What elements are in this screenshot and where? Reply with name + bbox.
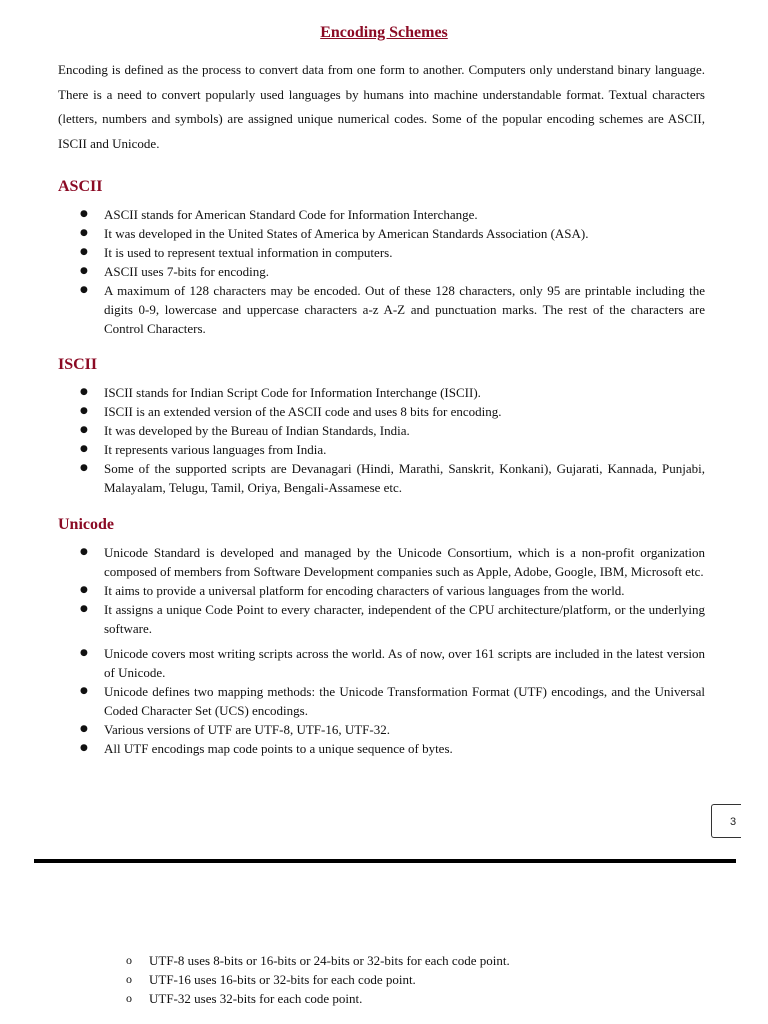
utf-sublist [58, 951, 705, 1008]
list-item: ● It was developed in the United States of America by American Standards Association (ASA). [58, 224, 705, 243]
list-item: ● ISCII is an extended version of the ASCII code and uses 8 bits for encoding. [58, 402, 705, 421]
list-item: ● All UTF encodings map code points to a unique sequence of bytes. [58, 739, 705, 758]
list-item: ● ISCII stands for Indian Script Code for Information Interchange (ISCII). [58, 383, 705, 402]
list-item: ● Various versions of UTF are UTF-8, UTF-16, UTF-32. [58, 720, 705, 739]
list-item: ● Unicode Standard is developed and managed by the Unicode Consortium, which is a non-profit organization composed of members from Software Development companies such as Apple, Adobe, Google, IBM, Microsoft etc. [58, 543, 705, 581]
list-item: ● It is used to represent textual information in computers. [58, 243, 705, 262]
list-item: ● Unicode defines two mapping methods: the Unicode Transformation Format (UTF) encodings, and the Universal Coded Character Set (UCS) encodings. [58, 682, 705, 720]
section-heading-iscii: ISCII [58, 356, 98, 373]
section-heading-ascii: ASCII [58, 178, 103, 195]
intro-paragraph: Encoding is defined as the process to convert data from one form to another. Computers only understand binary language. There is a need to convert popularly used languages by humans into machine understandable format. Textual characters (letters, numbers and symbols) are assigned unique numerical codes. Some of the popular encoding schemes are ASCII, ISCII and Unicode. [58, 62, 705, 152]
list-item: o UTF-8 uses 8-bits or 16-bits or 24-bits or 32-bits for each code point. [58, 951, 705, 970]
list-item: ● Unicode covers most writing scripts across the world. As of now, over 161 scripts are included in the latest version of Unicode. [58, 644, 705, 682]
ascii-list [58, 205, 705, 338]
iscii-list [58, 383, 705, 497]
section-heading-unicode: Unicode [58, 516, 114, 533]
list-item: ● It represents various languages from India. [58, 440, 705, 459]
page-number: 3 [730, 816, 737, 828]
list-item: ● It aims to provide a universal platform for encoding characters of various languages from the world. [58, 581, 705, 600]
list-item: ● Some of the supported scripts are Devanagari (Hindi, Marathi, Sanskrit, Konkani), Gujarati, Kannada, Punjabi, Malayalam, Telugu, Tamil, Oriya, Bengali-Assamese etc. [58, 459, 705, 497]
list-item: ● ASCII uses 7-bits for encoding. [58, 262, 705, 281]
list-item: ● It was developed by the Bureau of Indian Standards, India. [58, 421, 705, 440]
list-item: o UTF-16 uses 16-bits or 32-bits for each code point. [58, 970, 705, 989]
page-divider [34, 859, 736, 863]
list-item: o UTF-32 uses 32-bits for each code point. [58, 989, 705, 1008]
page-title: Encoding Schemes [320, 24, 448, 41]
list-item: ● A maximum of 128 characters may be encoded. Out of these 128 characters, only 95 are printable including the digits 0-9, lowercase and uppercase characters a-z A-Z and punctuation marks. The rest of the characters are Control Characters. [58, 281, 705, 338]
page-number-tab [711, 804, 741, 838]
list-item: ● ASCII stands for American Standard Code for Information Interchange. [58, 205, 705, 224]
unicode-list [58, 543, 705, 758]
list-item: ● It assigns a unique Code Point to every character, independent of the CPU architecture/platform, or the underlying software. [58, 600, 705, 638]
